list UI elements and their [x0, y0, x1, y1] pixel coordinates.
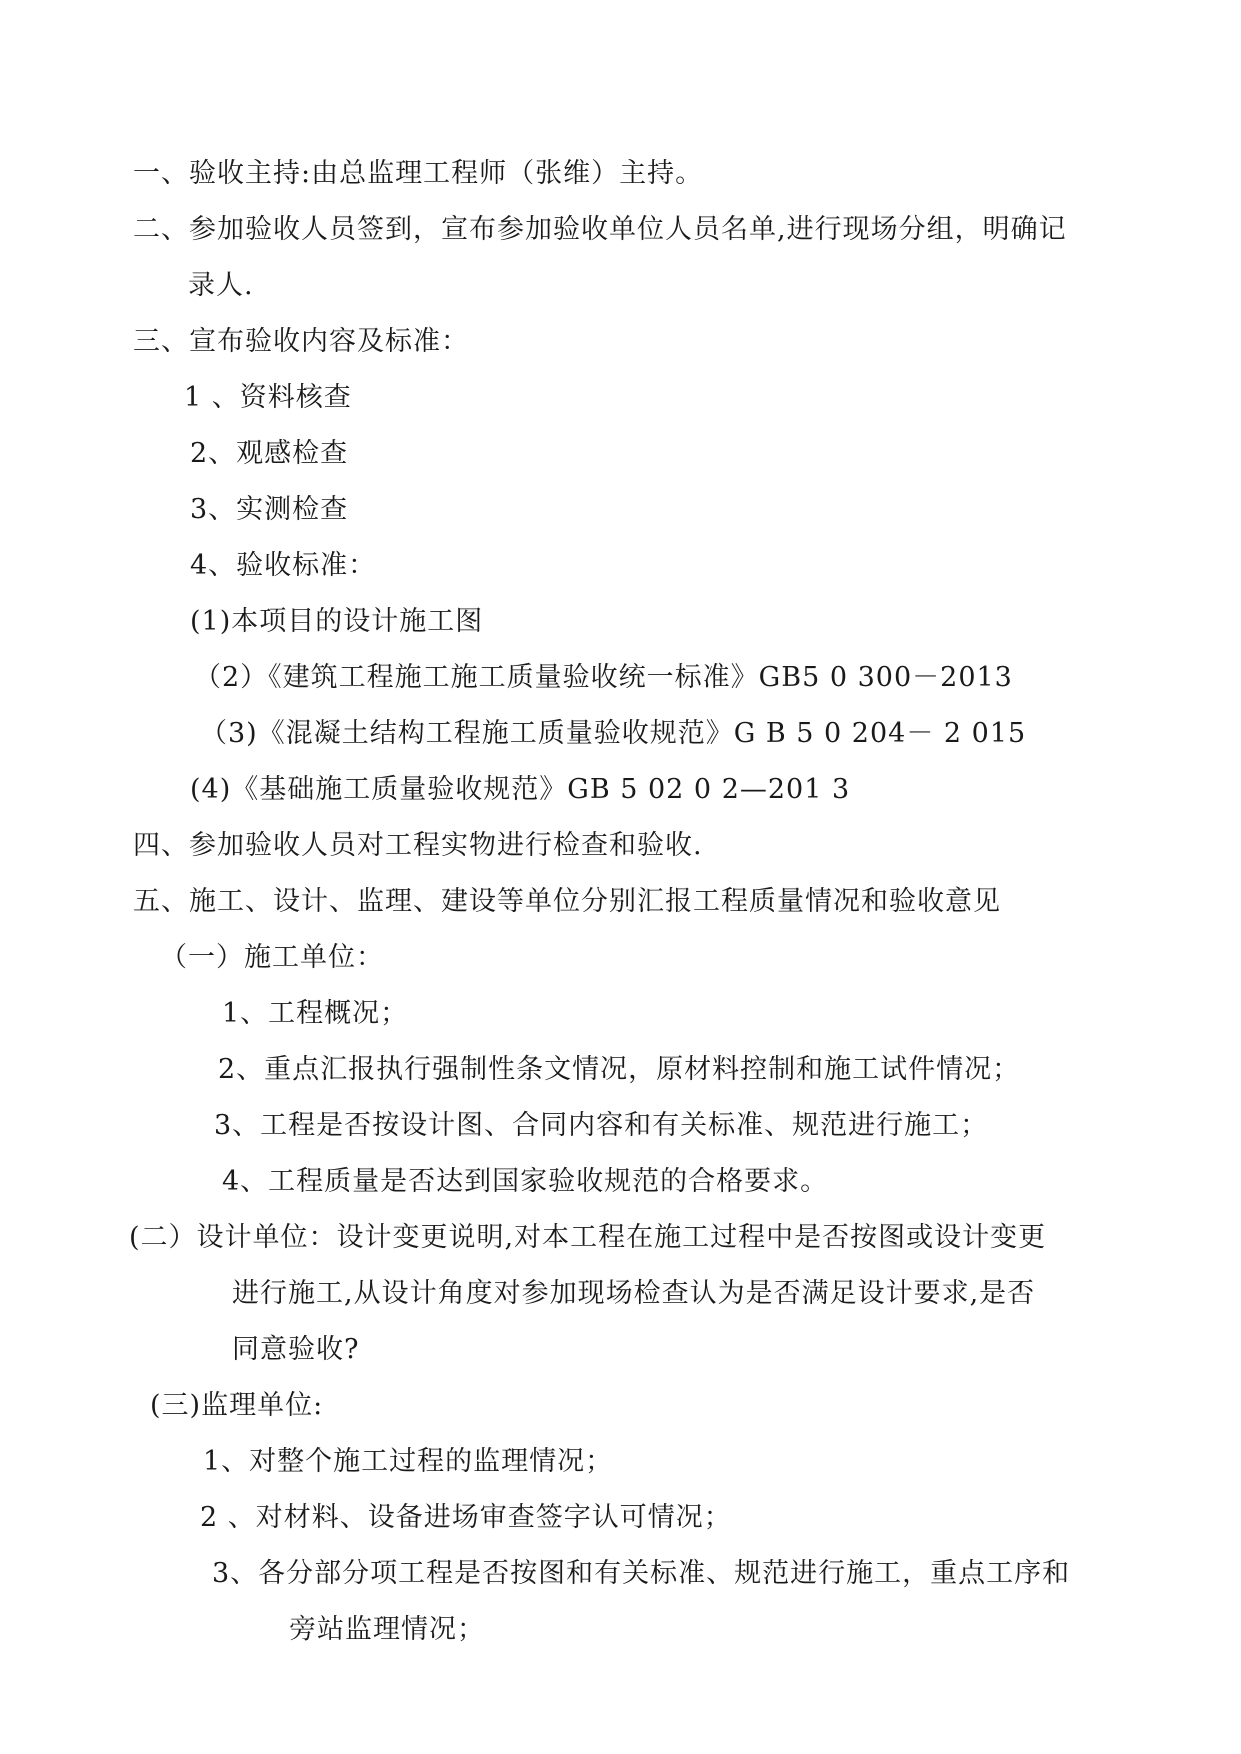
item-3-sub-1: 1 、资料核查 [184, 382, 352, 413]
item-3-announce: 三、宣布验收内容及标准： [133, 326, 469, 357]
construction-point-2: 2、重点汇报执行强制性条文情况，原材料控制和施工试件情况； [218, 1054, 1021, 1085]
supervision-point-1: 1、对整个施工过程的监理情况； [203, 1446, 614, 1477]
construction-unit-heading: （一）施工单位： [160, 942, 384, 973]
design-unit-paragraph-end: 同意验收? [232, 1334, 360, 1365]
item-3-sub-4: 4、验收标准： [190, 550, 377, 581]
item-2-signin: 二、参加验收人员签到，宣布参加验收单位人员名单,进行现场分组，明确记 [133, 214, 1067, 245]
item-4-inspection: 四、参加验收人员对工程实物进行检查和验收. [133, 830, 703, 861]
item-3-sub-2: 2、观感检查 [190, 438, 349, 469]
design-unit-paragraph-cont: 进行施工,从设计角度对参加现场检查认为是否满足设计要求,是否 [232, 1278, 1036, 1309]
standard-2: （2）《建筑工程施工施工质量验收统一标准》GB5 0 300－2013 [194, 662, 1013, 693]
item-5-reports: 五、施工、设计、监理、建设等单位分别汇报工程质量情况和验收意见 [133, 886, 1001, 917]
item-1-host: 一、验收主持:由总监理工程师（张维）主持。 [133, 158, 704, 189]
supervision-point-3: 3、各分部分项工程是否按图和有关标准、规范进行施工，重点工序和 [212, 1558, 1071, 1589]
item-2-signin-cont: 录人. [188, 270, 254, 301]
item-3-sub-3: 3、实测检查 [190, 494, 349, 525]
supervision-point-3-cont: 旁站监理情况； [289, 1614, 485, 1645]
standard-4: (4)《基础施工质量验收规范》GB 5 02 0 2—201 3 [190, 774, 851, 805]
design-unit-paragraph: (二）设计单位：设计变更说明,对本工程在施工过程中是否按图或设计变更 [129, 1222, 1047, 1253]
construction-point-4: 4、工程质量是否达到国家验收规范的合格要求。 [222, 1166, 829, 1197]
standard-3: （3)《混凝土结构工程施工质量验收规范》G B 5 0 204－ 2 015 [200, 718, 1027, 749]
supervision-unit-heading: (三)监理单位: [150, 1390, 324, 1421]
construction-point-3: 3、工程是否按设计图、合同内容和有关标准、规范进行施工； [214, 1110, 989, 1141]
standard-1: (1)本项目的设计施工图 [190, 606, 484, 637]
supervision-point-2: 2 、对材料、设备进场审查签字认可情况； [200, 1502, 732, 1533]
construction-point-1: 1、工程概况； [222, 998, 409, 1029]
